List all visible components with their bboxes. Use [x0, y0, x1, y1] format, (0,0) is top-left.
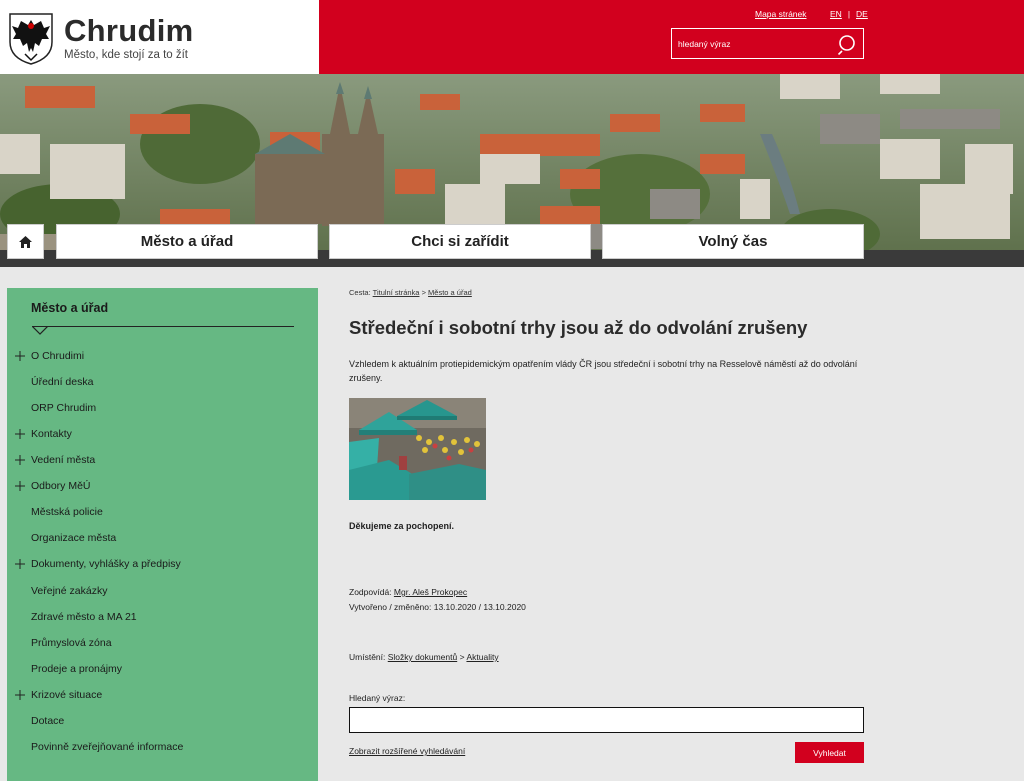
header-red-panel — [319, 0, 1024, 74]
main-nav-mesto-a-urad[interactable]: Město a úřad — [56, 224, 318, 259]
sidebar-item-odbory-meu[interactable]: Odbory MěÚ — [31, 480, 91, 492]
city-crest-icon — [8, 12, 54, 66]
location-folder-link[interactable]: Složky dokumentů — [387, 652, 458, 662]
thanks-note: Děkujeme za pochopení. — [349, 521, 455, 531]
search-icon[interactable] — [837, 33, 859, 55]
logo-area[interactable] — [0, 0, 319, 74]
sidebar-item-prodeje-a-pronajmy[interactable]: Prodeje a pronájmy — [31, 663, 123, 675]
sidebar-item-dotace[interactable]: Dotace — [31, 715, 65, 727]
sidebar-item-verejne-zakazky[interactable]: Veřejné zakázky — [31, 585, 108, 597]
sidebar-item-krizove-situace[interactable]: Krizové situace — [31, 689, 103, 701]
search-input[interactable] — [349, 707, 864, 733]
breadcrumb-home-link[interactable]: Titulní stránka — [372, 288, 420, 297]
search-label: Hledaný výraz: — [349, 693, 406, 703]
sidebar-divider — [32, 326, 294, 327]
header-search-input[interactable] — [672, 29, 832, 58]
responsible-person-link[interactable]: Mgr. Aleš Prokopec — [393, 587, 468, 597]
responsible-label: Zodpovídá: — [349, 587, 392, 597]
sidebar-nav — [7, 288, 318, 781]
breadcrumb — [349, 288, 472, 297]
search-submit-button[interactable]: Vyhledat — [795, 742, 864, 763]
expand-plus-icon[interactable] — [15, 690, 25, 700]
sidebar-item-prumyslova-zona[interactable]: Průmyslová zóna — [31, 637, 112, 649]
breadcrumb-current-link[interactable]: Město a úřad — [428, 288, 472, 297]
sidebar-item-o-chrudimi[interactable]: O Chrudimi — [31, 350, 85, 362]
chevron-down-icon — [32, 326, 48, 336]
advanced-search-link[interactable]: Zobrazit rozšířené vyhledávání — [349, 746, 466, 756]
sidebar-item-vedeni-mesta[interactable]: Vedení města — [31, 454, 96, 466]
expand-plus-icon[interactable] — [15, 481, 25, 491]
dates-line: Vytvořeno / změněno: 13.10.2020 / 13.10.2020 — [349, 602, 526, 612]
market-photo[interactable] — [349, 398, 486, 500]
header-search — [671, 28, 864, 59]
sidebar-item-organizace-mesta[interactable]: Organizace města — [31, 532, 117, 544]
location-label: Umístění: — [349, 652, 386, 662]
sidebar-item-povinne-informace[interactable]: Povinně zveřejňované informace — [31, 741, 184, 753]
sidebar-item-orp-chrudim[interactable]: ORP Chrudim — [31, 402, 97, 414]
main-nav-volny-cas[interactable]: Volný čas — [602, 224, 864, 259]
sitemap-link[interactable]: Mapa stránek — [755, 9, 807, 19]
lang-de-link[interactable]: DE — [856, 9, 868, 19]
location-news-link[interactable]: Aktuality — [466, 652, 499, 662]
home-icon — [19, 236, 32, 248]
sidebar-item-zdrave-mesto[interactable]: Zdravé město a MA 21 — [31, 611, 137, 623]
expand-plus-icon[interactable] — [15, 455, 25, 465]
sidebar-item-dokumenty[interactable]: Dokumenty, vyhlášky a předpisy — [31, 558, 181, 570]
expand-plus-icon[interactable] — [15, 559, 25, 569]
breadcrumb-separator: > — [421, 288, 426, 297]
expand-plus-icon[interactable] — [15, 429, 25, 439]
breadcrumb-prefix: Cesta: — [349, 288, 371, 297]
home-button[interactable] — [7, 224, 44, 259]
brand-name: Chrudim — [64, 13, 194, 48]
expand-plus-icon[interactable] — [15, 351, 25, 361]
site-header — [0, 0, 1024, 74]
responsible-line — [349, 587, 467, 597]
article-intro: Vzhledem k aktuálním protiepidemickým opatřením vlády ČR jsou středeční i sobotní trhy na Resselově náměstí až do odvolání zrušeny. — [349, 359, 858, 383]
sidebar-item-kontakty[interactable]: Kontakty — [31, 428, 72, 440]
location-line — [349, 652, 499, 662]
page-title: Středeční i sobotní trhy jsou až do odvolání zrušeny — [349, 317, 808, 338]
brand-tagline: Město, kde stojí za to žít — [64, 49, 188, 61]
language-switch: EN | DE — [830, 9, 868, 19]
location-separator: > — [459, 652, 465, 662]
sidebar-item-uredni-deska[interactable]: Úřední deska — [31, 376, 94, 388]
sidebar-item-mestska-policie[interactable]: Městská policie — [31, 506, 103, 518]
sidebar-title: Město a úřad — [31, 301, 109, 315]
main-nav-chci-si-zaridit[interactable]: Chci si zařídit — [329, 224, 591, 259]
market-stalls-image — [349, 398, 486, 500]
lang-en-link[interactable]: EN — [830, 9, 842, 19]
